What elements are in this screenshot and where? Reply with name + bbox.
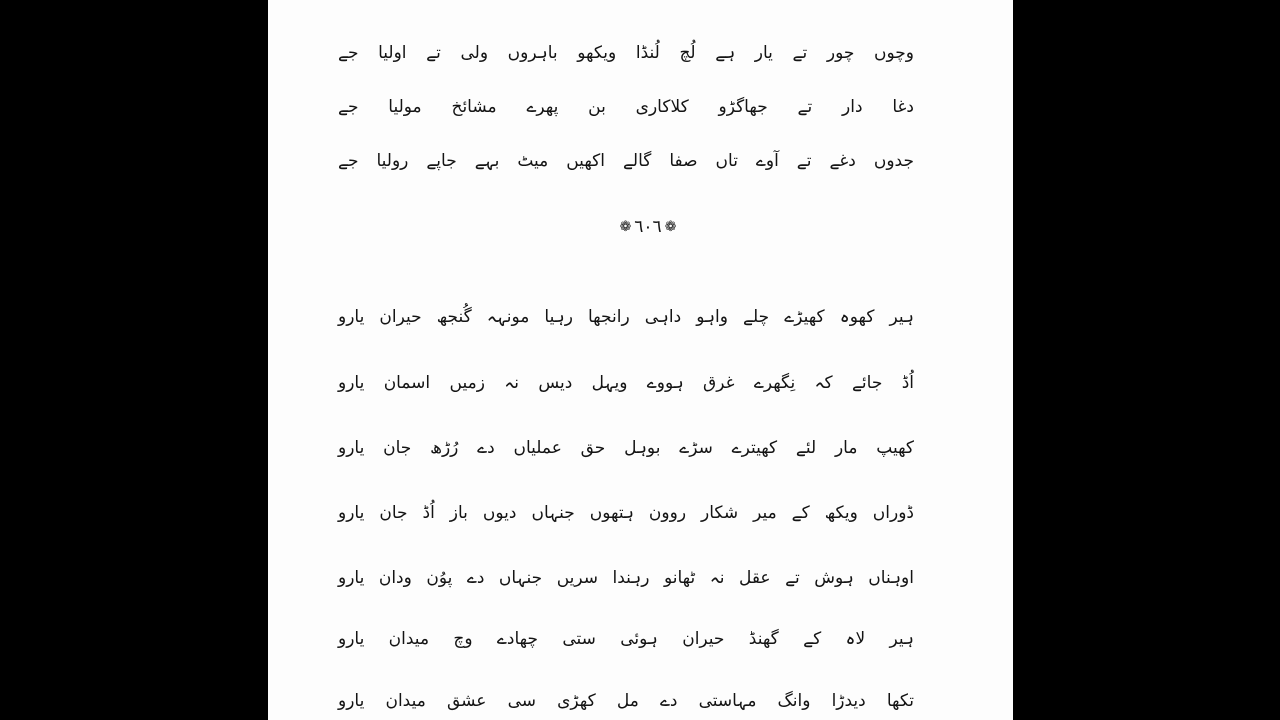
poem-line: دغا دار تے جھاگڑو کلاکاری بن پھرے مشائخ مولیا جے: [338, 97, 914, 117]
poem-line: ڈوراں ویکھ کے میر شکار روون ہتھوں جنہاں دیوں باز اُڈ جان یارو: [338, 503, 914, 523]
verse-number-marker: [608, 212, 688, 242]
poem-line: اُڈ جائے کہ نِگھرے غرق ہووے ویہل دیس نہ زمیں اسمان یارو: [338, 373, 914, 393]
poem-line: تکھا دیدڑا وانگ مہاستی دے مل کھڑی سی عشق میدان یارو: [338, 691, 914, 711]
poem-line: وچوں چور تے یار ہے لُچ لُنڈا ویکھو باہروں ولی تے اولیا جے: [338, 43, 914, 63]
poem-line: ہیر کھوہ کھیڑے چلے واہو داہی رانجھا رہیا مونہہ گُنجھ حیران یارو: [338, 307, 914, 327]
poem-line: اوہناں ہوش تے عقل نہ ٹھانو رہندا سریں جنہاں دے پوُن ودان یارو: [338, 568, 914, 588]
ornament-icon: ❁: [664, 219, 677, 235]
verse-number: ٦٠٦: [634, 217, 662, 237]
poem-line: جدوں دغے تے آوے تاں صفا گالے اکھیں میٹ بہے جاپے رولیا جے: [338, 151, 914, 171]
poem-line: کھیپ مار لئے کھیترے سڑے بوہل حق عملیاں دے رُڑھ جان یارو: [338, 438, 914, 458]
poem-line: ہیر لاہ کے گھنڈ حیران ہوئی ستی چھادے وچ میدان یارو: [338, 629, 914, 649]
scanned-page: [268, 0, 1013, 720]
ornament-icon: ❁: [619, 219, 632, 235]
